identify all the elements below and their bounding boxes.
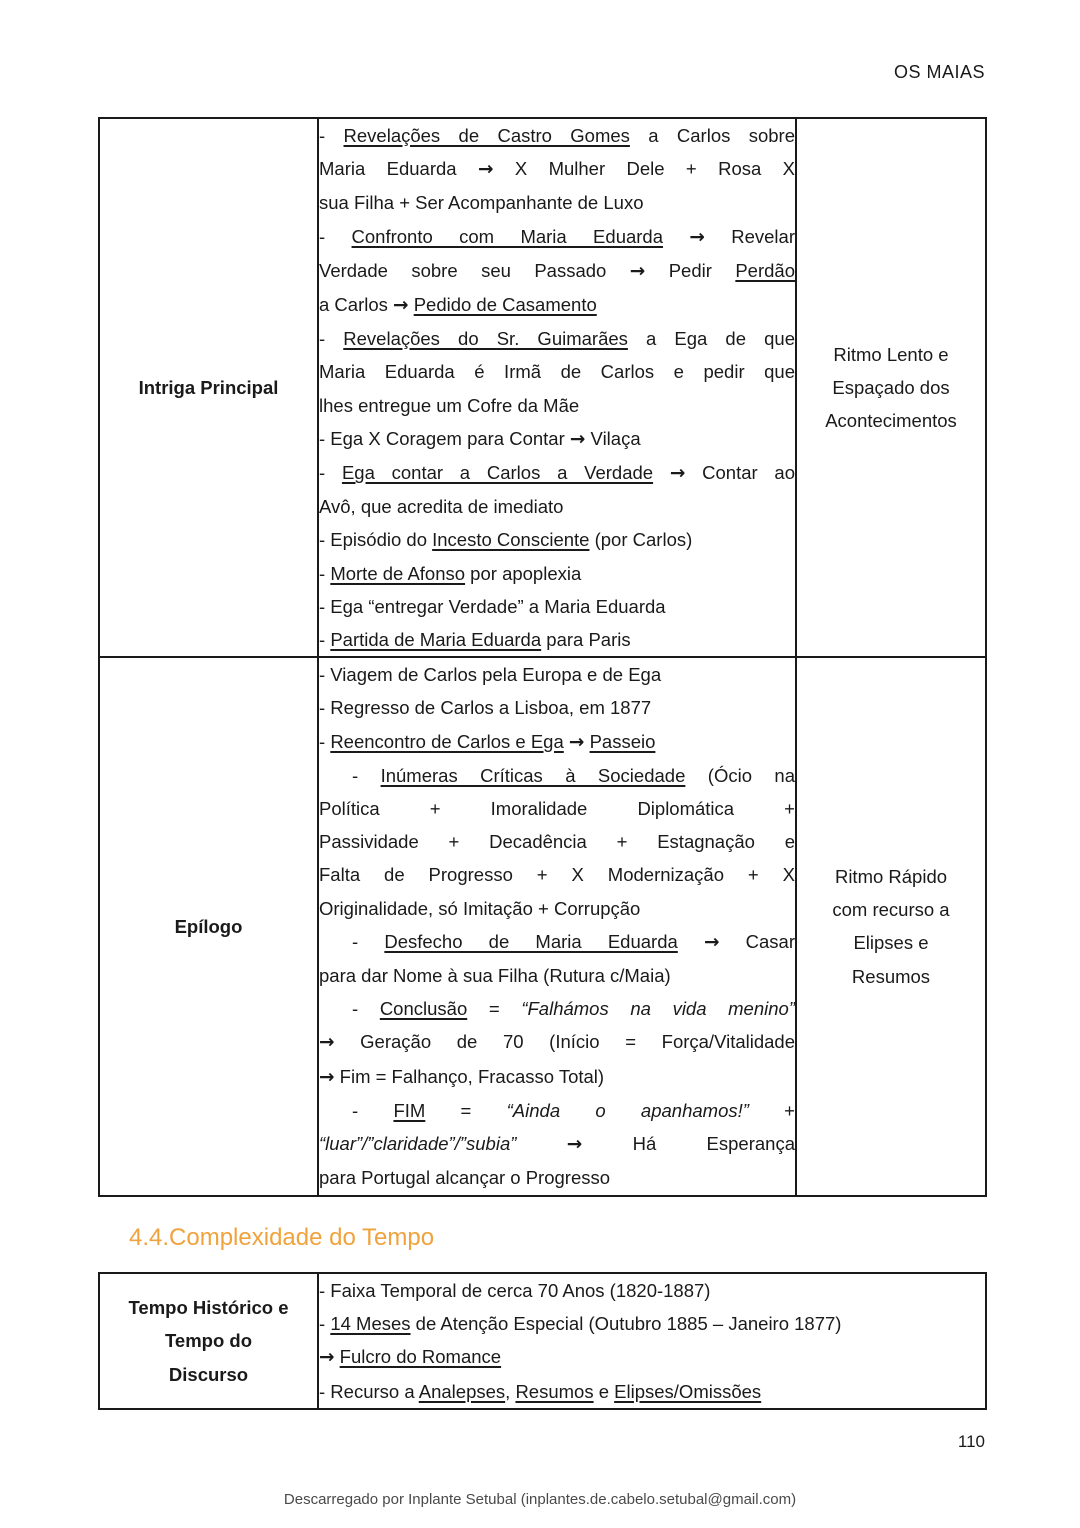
footer-note: Descarregado por Inplante Setubal (inplantes.de.cabelo.setubal@gmail.com): [283, 1491, 797, 1508]
text-line: → Fulcro do Romance: [319, 1346, 502, 1369]
text-line: Originalidade, só Imitação + Corrupção: [319, 897, 641, 919]
table-row-intriga-principal: [99, 118, 986, 657]
text-line: Discurso: [168, 1363, 249, 1385]
arrow-icon: →: [319, 1347, 335, 1369]
arrow-icon: →: [629, 260, 646, 282]
text-line: lhes entregue um Cofre da Mãe: [319, 394, 580, 416]
intriga-principal-label-cell: [99, 118, 318, 657]
text-line: - Revelações de Castro Gomes a Carlos sobre: [319, 125, 795, 146]
text-line: - Partida de Maria Eduarda para Paris: [319, 629, 631, 651]
arrow-icon: →: [689, 226, 705, 248]
text-line: Passividade + Decadência + Estagnação e: [319, 831, 795, 853]
text-line: Resumos: [851, 965, 931, 987]
text-line: Falta de Progresso + X Modernização + X: [319, 864, 795, 886]
section-heading: 4.4.Complexidade do Tempo: [129, 1224, 435, 1251]
text-line: - 14 Meses de Atenção Especial (Outubro 1885 – Janeiro 1877): [319, 1313, 842, 1335]
text-line: a Carlos → Pedido de Casamento: [319, 294, 597, 317]
text-line: - Inúmeras Críticas à Sociedade (Ócio na: [352, 764, 795, 786]
text-line: → Fim = Falhanço, Fracasso Total): [319, 1065, 605, 1088]
text-line: - Confronto com Maria Eduarda → Revelar: [319, 225, 795, 248]
text-line: Tempo Histórico e: [128, 1297, 289, 1319]
text-line: - Episódio do Incesto Consciente (por Carlos): [319, 529, 693, 551]
text-line: Elipses e: [853, 932, 929, 954]
arrow-icon: →: [393, 295, 409, 317]
text-line: “luar”/”claridade”/”subia” → Há Esperança: [319, 1133, 795, 1156]
document-title: OS MAIAS: [893, 62, 985, 82]
arrow-icon: →: [566, 1134, 583, 1156]
text-line: → Geração de 70 (Início = Força/Vitalidade: [319, 1031, 795, 1054]
text-line: Espaçado dos: [832, 377, 950, 399]
text-line: sua Filha + Ser Acompanhante de Luxo: [319, 192, 644, 214]
arrow-icon: →: [319, 1066, 335, 1088]
text-line: - Reencontro de Carlos e Ega → Passeio: [319, 730, 656, 753]
arrow-icon: →: [568, 731, 585, 753]
text-line: Ritmo Lento e: [833, 343, 949, 365]
text-line: - Faixa Temporal de cerca 70 Anos (1820-1887): [319, 1280, 711, 1301]
text-line: - FIM = “Ainda o apanhamos!” +: [352, 1099, 795, 1121]
arrow-icon: →: [477, 159, 494, 181]
text-line: Política + Imoralidade Diplomática +: [319, 798, 795, 820]
text-line: Maria Eduarda → X Mulher Dele + Rosa X: [319, 158, 796, 181]
arrow-icon: →: [703, 931, 720, 953]
text-line: - Morte de Afonso por apoplexia: [319, 562, 582, 584]
table-row-tempo: [99, 1273, 986, 1409]
epilogo-label-cell: [99, 657, 318, 1195]
tempo-label-cell: [99, 1273, 318, 1409]
text-line: Avô, que acredita de imediato: [319, 496, 564, 518]
text-line: - Revelações do Sr. Guimarães a Ega de que: [319, 328, 795, 350]
arrow-icon: →: [569, 428, 586, 450]
text-line: - Regresso de Carlos a Lisboa, em 1877: [319, 697, 652, 719]
text-line: - Ega contar a Carlos a Verdade → Contar ao: [319, 462, 796, 485]
text-line: Maria Eduarda é Irmã de Carlos e pedir que: [319, 361, 795, 383]
arrow-icon: →: [319, 1032, 335, 1054]
text-line: Verdade sobre seu Passado → Pedir Perdão: [319, 259, 795, 282]
text-line: Tempo do: [164, 1330, 252, 1352]
intriga-principal-events-cell: [318, 118, 796, 657]
text-line: Intriga Principal: [138, 377, 279, 399]
table-row-epilogo: [99, 657, 986, 1195]
text-line: Acontecimentos: [825, 410, 957, 432]
text-line: Epílogo: [174, 915, 243, 937]
narrative-structure-table: [98, 117, 987, 1197]
text-line: Ritmo Rápido: [834, 865, 948, 887]
text-line: para Portugal alcançar o Progresso: [319, 1167, 611, 1189]
text-line: - Recurso a Analepses, Resumos e Elipses/Omissões: [319, 1380, 762, 1402]
text-line: para dar Nome à sua Filha (Rutura c/Maia): [319, 965, 671, 987]
text-line: - Viagem de Carlos pela Europa e de Ega: [319, 664, 662, 686]
text-line: - Desfecho de Maria Eduarda → Casar: [352, 930, 796, 953]
tempo-table: [98, 1272, 987, 1410]
text-line: - Conclusão = “Falhámos na vida menino”: [352, 998, 795, 1020]
tempo-content-cell: [318, 1273, 986, 1409]
epilogo-rhythm-cell: [796, 657, 986, 1195]
intriga-principal-rhythm-cell: [796, 118, 986, 657]
page-number: 110: [957, 1432, 985, 1451]
text-line: com recurso a: [832, 899, 950, 921]
arrow-icon: →: [669, 463, 686, 485]
text-line: - Ega “entregar Verdade” a Maria Eduarda: [319, 595, 666, 617]
text-line: - Ega X Coragem para Contar → Vilaça: [319, 427, 641, 450]
epilogo-events-cell: [318, 657, 796, 1195]
